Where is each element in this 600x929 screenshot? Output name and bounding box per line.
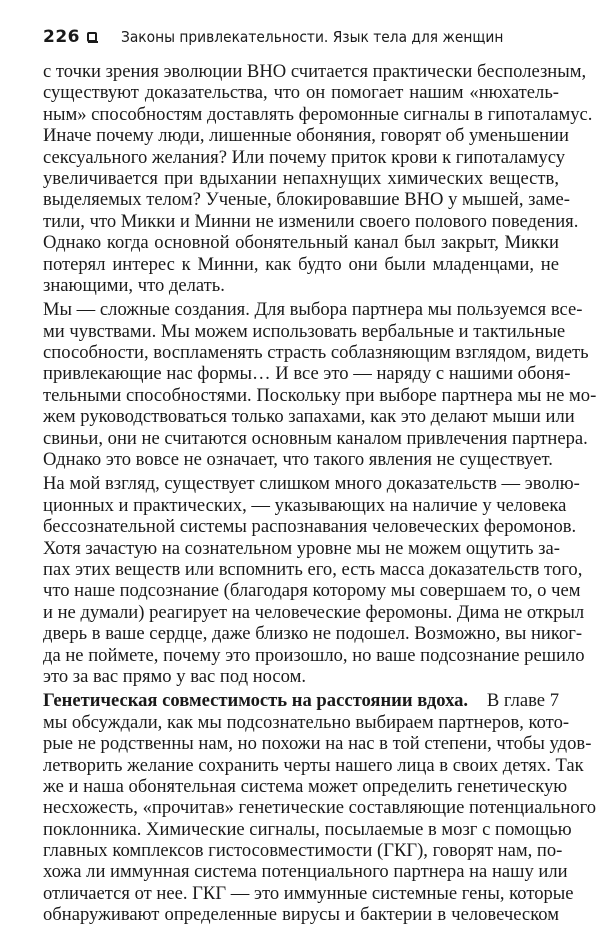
text-line: свиньи, они не считаются основным каналом привлечения партнера. [43,427,588,449]
paragraph [43,299,597,471]
text-line: это за вас прямо у вас под носом. [43,665,307,687]
text-line: увеличивается при вдыхании непахнущих химических веществ, [43,167,559,189]
text-line: Однако это вовсе не означает, что такого явления не существует. [43,449,553,471]
text-line: На мой взгляд, существует слишком много доказательств — эволю- [43,473,580,495]
text-line: главных комплексов гистосовместимости (ГКГ), говорят нам, по- [43,840,563,862]
paragraph [43,61,593,296]
text-line: сексуального желания? Или почему приток крови к гипоталамусу [43,146,566,168]
text-line: что наше подсознание (благодаря которому мы совершаем то, о чем [43,580,581,602]
running-title: Законы привлекательности. Язык тела для женщин [121,28,504,46]
page-number: 226 [43,27,80,47]
heading-line-rest: В главе 7 [482,690,559,712]
text-line: поклонника. Химические сигналы, посылаемые в мозг с помощью [43,818,572,840]
section-paragraph [43,690,597,926]
text-line: выделяемых телом? Ученые, блокировавшие ВНО у мышей, заме- [43,189,570,211]
text-line: способности, воспламенять страсть соблазняющим взглядом, видеть [43,342,589,364]
body-text [43,61,597,929]
square-bullet-icon [87,32,97,42]
paragraph [43,473,585,687]
text-line: ным» способностям доставлять феромонные сигналы в гипоталамус. [43,103,593,125]
text-line: жем руководствоваться только запахами, как это делают мыши или [43,406,575,428]
text-line: пах этих веществ или вспомнить его, есть масса доказательств того, [43,558,583,580]
text-line: обнаруживают определенные вирусы и бактерии в человеческом [43,904,559,926]
text-line: Хотя зачастую на сознательном уровне мы не можем ощутить за- [43,537,560,559]
text-line: тили, что Микки и Минни не изменили своего полового поведения. [43,210,579,232]
text-line: Мы — сложные создания. Для выбора партнера мы пользуемся все- [43,299,583,321]
text-line: знающими, что делать. [43,274,225,296]
text-line: существуют доказательства, что он помогает нашим «нюхатель- [43,82,559,104]
text-line: ционных и практических, — указывающих на наличие у человека [43,494,567,516]
running-header [43,24,563,50]
text-line: Иначе почему люди, лишенные обоняния, говорят об уменьшении [43,125,569,147]
text-line [43,690,559,711]
text-line: мы обсуждали, как мы подсознательно выбираем партнеров, кото- [43,711,570,733]
text-line: Однако когда основной обонятельный канал был закрыт, Микки [43,232,559,254]
text-line: рые не родственны нам, но похожи на нас в той степени, чтобы удов- [43,733,592,755]
text-line: и не думали) реагирует на человеческие феромоны. Дима не открыл [43,601,585,623]
text-line: же и наша обонятельная система может определить генетическую [43,775,568,797]
text-line: да не поймете, почему это произошло, но ваше подсознание решило [43,644,585,666]
text-line: потерял интерес к Минни, как будто они были младенцами, не [43,253,559,275]
text-line: хожа ли иммунная система потенциального партнера на нашу или [43,861,568,883]
text-line: тельными способностями. Поскольку при выборе партнера мы не мо- [43,384,597,406]
text-line: бессознательной системы распознавания человеческих феромонов. [43,516,577,538]
text-line: ми чувствами. Мы можем использовать вербальные и тактильные [43,320,566,342]
text-line: летворить желание сохранить черты нашего лица в своих детях. Так [43,754,584,776]
text-line: дверь в ваше сердце, даже близко не подошел. Возможно, вы никог- [43,623,583,645]
text-line: несхожесть, «прочитав» генетические составляющие потенциального [43,797,597,819]
section-heading: Генетическая совместимость на расстоянии вдоха. [43,690,469,712]
text-line: с точки зрения эволюции ВНО считается практически бесполезным, [43,61,587,82]
text-line: привлекающие нас формы… И все это — наряду с нашими обоня- [43,363,571,385]
text-line: отличается от нее. ГКГ — это иммунные системные гены, которые [43,882,574,904]
